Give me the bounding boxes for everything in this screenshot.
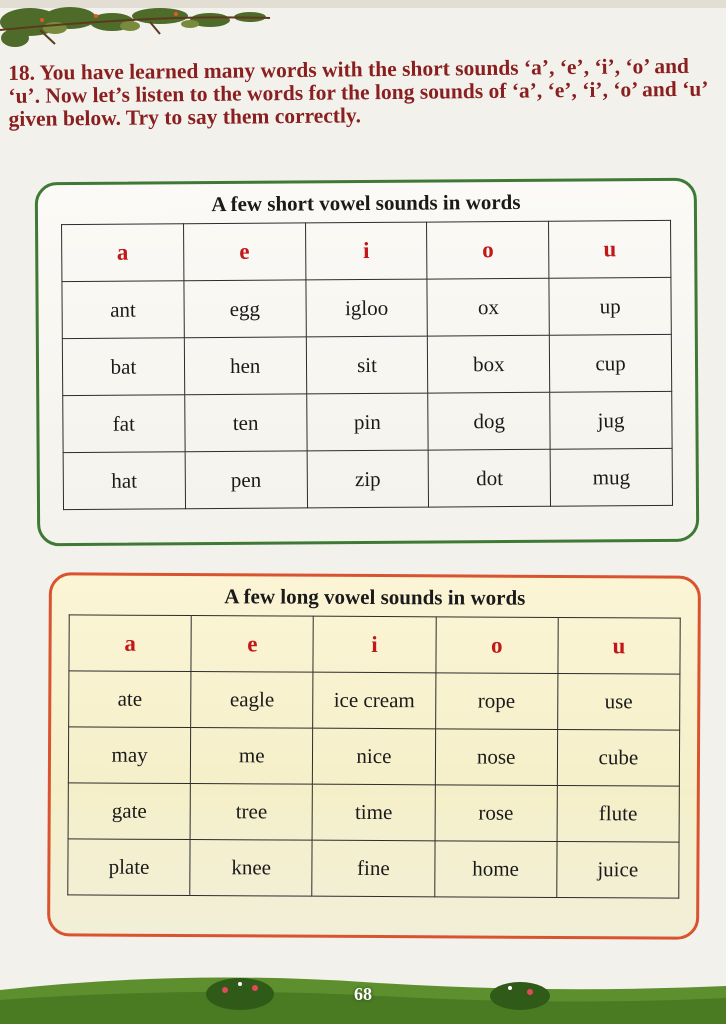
word-cell: ox (427, 278, 549, 336)
instruction-text: 18. You have learned many words with the short sounds ‘a’, ‘e’, ‘i’, ‘o’ and ‘u’. Now let’s listen to the words for the long sounds of ‘a’, ‘e’, ‘i’, ‘o’ and ‘u’ given below. Try to say them correctly. (7, 53, 707, 131)
word-cell: box (428, 335, 550, 393)
header-cell: o (427, 221, 549, 279)
table-row (63, 448, 672, 509)
header-cell: i (313, 616, 435, 673)
table-row (68, 727, 679, 786)
header-cell: u (558, 617, 681, 674)
word-cell: up (549, 277, 671, 335)
table-row (63, 391, 672, 452)
header-cell: u (549, 220, 671, 278)
long-vowel-title: A few long vowel sounds in words (224, 584, 526, 610)
word-cell: dog (428, 392, 550, 450)
word-cell: pen (185, 451, 307, 509)
word-cell: nose (435, 729, 557, 786)
word-cell: cup (550, 334, 672, 392)
word-cell: gate (68, 783, 190, 840)
top-foliage-illustration (0, 0, 726, 60)
header-cell: o (435, 617, 557, 674)
word-cell: time (312, 784, 434, 841)
word-cell: jug (550, 391, 672, 449)
word-cell: home (434, 841, 556, 898)
word-cell: sit (306, 336, 428, 394)
word-cell: zip (307, 450, 429, 508)
word-cell: rose (435, 785, 557, 842)
word-cell: bat (62, 338, 184, 396)
word-cell: egg (184, 280, 306, 338)
header-cell: a (62, 224, 184, 282)
word-cell: me (191, 728, 313, 785)
page-number: 68 (354, 984, 372, 1004)
word-cell: may (68, 727, 190, 784)
short-vowel-title: A few short vowel sounds in words (211, 189, 521, 217)
table-row (69, 671, 680, 730)
table-row (62, 277, 671, 338)
word-cell: fine (312, 840, 434, 897)
word-cell: hen (184, 337, 306, 395)
word-cell: tree (190, 784, 312, 841)
short-vowel-box (35, 178, 700, 547)
word-cell: cube (557, 729, 680, 786)
word-cell: ice cream (313, 672, 435, 729)
long-vowel-table (67, 614, 680, 898)
header-cell: i (305, 222, 427, 280)
header-cell: a (69, 615, 191, 672)
word-cell: pin (306, 393, 428, 451)
word-cell: hat (63, 452, 185, 510)
word-cell: ten (185, 394, 307, 452)
table-header-row (62, 220, 671, 281)
word-cell: juice (557, 841, 680, 898)
word-cell: plate (68, 839, 190, 896)
word-cell: nice (313, 728, 435, 785)
word-cell: ate (69, 671, 191, 728)
long-vowel-box (47, 572, 701, 939)
table-header-row (69, 615, 680, 674)
word-cell: dot (429, 449, 551, 507)
table-row (68, 839, 679, 898)
word-cell: eagle (191, 672, 313, 729)
word-cell: flute (557, 785, 680, 842)
table-row (62, 334, 671, 395)
word-cell: igloo (306, 279, 428, 337)
word-cell: rope (435, 673, 557, 730)
header-cell: e (183, 223, 305, 281)
word-cell: knee (190, 840, 312, 897)
table-row (68, 783, 679, 842)
word-cell: ant (62, 281, 184, 339)
short-vowel-table (61, 220, 673, 510)
word-cell: use (557, 673, 680, 730)
word-cell: mug (550, 448, 672, 506)
header-cell: e (191, 616, 313, 673)
word-cell: fat (63, 395, 185, 453)
